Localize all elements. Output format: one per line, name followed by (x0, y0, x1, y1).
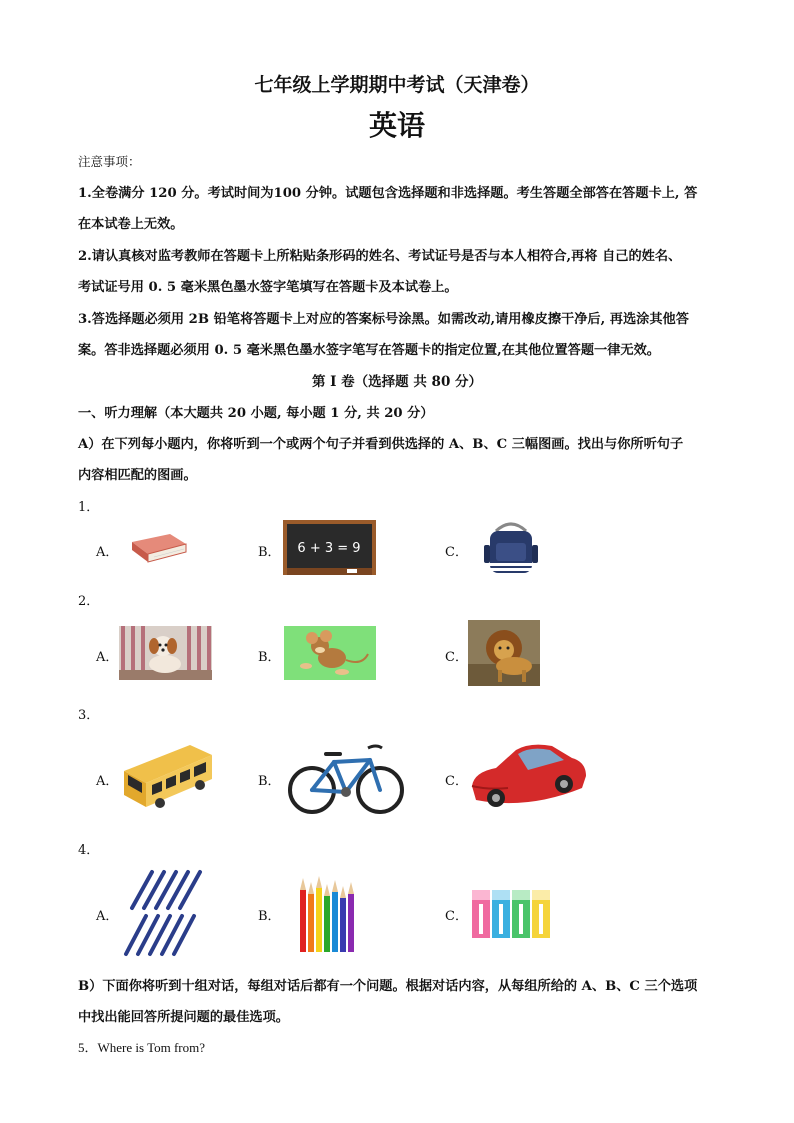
option-label-a: A． (96, 774, 119, 789)
part-one-heading: 第 I 卷（选择题 共 80 分） (311, 374, 483, 390)
cartoon-mouse-icon (284, 626, 376, 680)
colored-pencils-icon (298, 874, 358, 954)
option-label-c: C． (445, 774, 468, 789)
part-b-instructions-2: 中找出能回答所提问题的最佳选项。 (78, 1010, 289, 1025)
subject-title: 英语 (368, 109, 425, 142)
part-b-instructions-1: B）下面你将听到十组对话，每组对话后都有一个问题。根据对话内容，从每组所给的 A、B、C 三个选项 (78, 979, 698, 994)
option-label-a: A． (96, 909, 119, 924)
question-number: 1． (78, 500, 100, 515)
bus-icon (120, 741, 216, 813)
question-number: 2． (78, 594, 100, 609)
exam-title: 七年级上学期期中考试（天津卷） (254, 74, 540, 96)
option-label-b: B． (258, 909, 281, 924)
backpack-icon (482, 521, 540, 575)
option-label-c: C． (445, 545, 468, 560)
notice-line-2: 在本试卷上无效。 (78, 217, 184, 232)
bicycle-icon (284, 738, 408, 818)
option-label-a: A． (96, 545, 119, 560)
lion-photo (468, 620, 540, 686)
pens-icon (122, 868, 208, 958)
board-equation: 6 + 3 = 9 (297, 541, 361, 556)
car-icon (468, 738, 590, 818)
erasers-icon (470, 886, 554, 940)
notice-heading: 注意事项： (78, 154, 141, 169)
question-number: 4． (78, 843, 100, 858)
option-label-b: B． (258, 650, 281, 665)
part-a-instructions-2: 内容相匹配的图画。 (78, 468, 197, 483)
notice-line-1: 1.全卷满分 120 分。考试时间为100 分钟。试题包含选择题和非选择题。考生答题全部答在答题卡上, 答 (78, 186, 698, 201)
option-label-c: C． (445, 909, 468, 924)
option-label-b: B． (258, 545, 281, 560)
question-5: 5．Where is Tom from? (78, 1040, 206, 1055)
blackboard-icon (283, 520, 376, 575)
option-label-c: C． (445, 650, 468, 665)
part-a-instructions-1: A）在下列每小题内，你将听到一个或两个句子并看到供选择的 A、B、C 三幅图画。找出与你所听句子 (78, 437, 684, 452)
question-number: 3． (78, 708, 100, 723)
section-listening-heading: 一、听力理解（本大题共 20 小题, 每小题 1 分, 共 20 分） (78, 406, 434, 421)
option-label-a: A． (96, 650, 119, 665)
notice-line-5: 3.答选择题必须用 2B 铅笔将答题卡上对应的答案标号涂黑。如需改动,请用橡皮擦干净后, 再选涂其他答 (78, 312, 689, 327)
notice-line-4: 考试证号用 0. 5 毫米黑色墨水签字笔填写在答题卡及本试卷上。 (78, 280, 458, 295)
notice-line-6: 案。答非选择题必须用 0. 5 毫米黑色墨水签字笔写在答题卡的指定位置,在其他位置答题一律无效。 (78, 343, 660, 358)
book-icon (128, 530, 188, 565)
option-label-b: B． (258, 774, 281, 789)
notice-line-3: 2.请认真核对监考教师在答题卡上所粘贴条形码的姓名、考试证号是否与本人相符合,再将 自己的姓名、 (78, 249, 682, 264)
dog-photo (119, 626, 212, 680)
